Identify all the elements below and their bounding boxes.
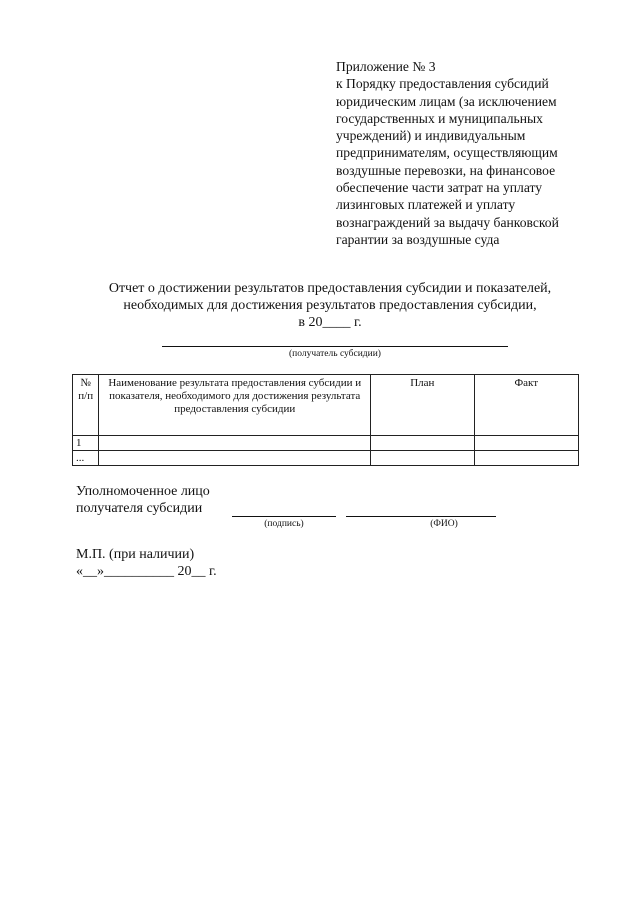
authorized-label: получателя субсидии	[76, 501, 203, 516]
appendix-line: предпринимателям, осуществляющим	[336, 145, 558, 161]
appendix-header	[336, 58, 598, 248]
recipient-blank-line	[162, 346, 508, 347]
appendix-line: Приложение № 3	[336, 59, 436, 74]
cell-num: ...	[73, 451, 99, 466]
appendix-line: вознаграждений за выдачу банковской	[336, 214, 559, 230]
header-fact: Факт	[474, 375, 578, 436]
cell-fact	[474, 451, 578, 466]
signature-caption: (подпись)	[264, 519, 304, 529]
stamp-label: М.П. (при наличии)	[76, 547, 195, 562]
appendix-line: государственных и муниципальных	[336, 110, 543, 126]
appendix-line: обеспечение части затрат на уплату	[336, 180, 543, 196]
appendix-line: гарантии за воздушные суда	[336, 231, 500, 247]
signature-blank-line	[232, 516, 336, 517]
cell-num: 1	[73, 436, 99, 451]
header-name: Наименование результата предоставления субсидии и показателя, необходимого для достижения результата предоставления субсидии	[99, 375, 371, 436]
recipient-caption: (получатель субсидии)	[289, 349, 381, 359]
table-row	[73, 451, 579, 466]
report-title	[60, 280, 600, 331]
appendix-line: учреждений) и индивидуальным	[336, 128, 526, 144]
cell-name	[99, 436, 371, 451]
date-line: «__»__________ 20__ г.	[76, 564, 217, 579]
table-header-row	[73, 375, 579, 436]
appendix-line: юридическим лицам (за исключением	[336, 93, 557, 109]
table-row	[73, 436, 579, 451]
report-title-line: Отчет о достижении результатов предоставления субсидии и показателей,	[108, 281, 552, 296]
stamp-block	[76, 546, 217, 580]
report-table	[72, 374, 579, 466]
fio-blank-line	[346, 516, 496, 517]
cell-plan	[371, 451, 474, 466]
fio-caption: (ФИО)	[430, 519, 458, 529]
authorized-person-block	[76, 483, 210, 517]
report-title-year: в 20____ г.	[298, 315, 362, 330]
appendix-line: к Порядку предоставления субсидий	[336, 76, 549, 92]
authorized-label: Уполномоченное лицо	[76, 484, 210, 499]
appendix-line: лизинговых платежей и уплату	[336, 197, 516, 213]
appendix-line: воздушные перевозки, на финансовое	[336, 162, 556, 178]
cell-plan	[371, 436, 474, 451]
header-num: № п/п	[73, 375, 99, 436]
cell-name	[99, 451, 371, 466]
header-plan: План	[371, 375, 474, 436]
cell-fact	[474, 436, 578, 451]
report-title-line: необходимых для достижения результатов предоставления субсидии,	[123, 298, 537, 313]
